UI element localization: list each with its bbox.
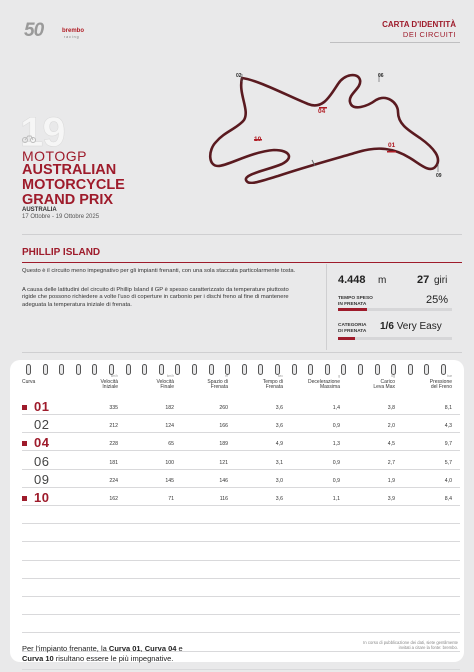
table-cell: 4,0 bbox=[444, 477, 452, 484]
curve-number: 10 bbox=[34, 490, 50, 505]
track-outline bbox=[210, 75, 438, 183]
table-cell: 145 bbox=[165, 477, 174, 484]
circuit-description-2: A causa delle latitudini del circuito di Phillip Island il GP è spesso caratterizzato da temperature piuttosto rigide che possono richiedere a volte l'uso di coperture in carbonio per i dischi freno al fine di mantenere adeguata la temperatura iniziale di frenata. bbox=[22, 287, 289, 308]
gp-title-line-3: GRAND PRIX bbox=[22, 192, 114, 208]
table-cell: 1,4 bbox=[332, 405, 340, 411]
row-divider bbox=[22, 414, 460, 415]
series-name: MOTOGP bbox=[22, 148, 87, 164]
table-cell: 9,7 bbox=[444, 441, 452, 448]
table-cell: 181 bbox=[109, 459, 118, 466]
circuit-map bbox=[198, 66, 458, 184]
page-subtitle: DEI CIRCUITI bbox=[402, 30, 456, 39]
column-header: sec Tempo di Frenata bbox=[262, 374, 283, 391]
braking-time-bar-fill bbox=[338, 308, 367, 311]
table-cell: 8,1 bbox=[444, 405, 452, 411]
column-header: kg Carico Leva Max bbox=[373, 374, 395, 391]
curve-number: 06 bbox=[34, 453, 50, 469]
table-cell: 4,3 bbox=[444, 423, 452, 430]
page-title: CARTA D'IDENTITÀ bbox=[382, 20, 456, 29]
highlight-marker bbox=[22, 405, 27, 410]
turn-marker-01 bbox=[387, 151, 396, 153]
table-cell: 212 bbox=[109, 423, 118, 430]
table-cell: 121 bbox=[219, 459, 228, 466]
map-label-09: 09 bbox=[436, 173, 442, 179]
table-cell: 0,9 bbox=[332, 459, 340, 466]
table-cell: 5,7 bbox=[444, 459, 452, 466]
table-cell: 3,0 bbox=[275, 477, 283, 484]
event-dates: 17 Ottobre - 19 Ottobre 2025 bbox=[22, 214, 100, 220]
row-divider bbox=[22, 523, 460, 524]
footer-summary: Per l'impianto frenante, la Curva 01, Curva 04 e Curva 10 risultano essere le più impegnative. bbox=[22, 644, 183, 663]
highlight-marker bbox=[22, 441, 27, 446]
info-divider bbox=[22, 352, 462, 353]
column-header: m Spazio di Frenata bbox=[207, 374, 228, 391]
highlight-marker bbox=[22, 496, 27, 501]
binder-ring bbox=[26, 364, 31, 375]
row-divider bbox=[22, 487, 460, 488]
data-card bbox=[10, 360, 464, 662]
row-divider bbox=[22, 596, 460, 597]
map-label-10: 10 bbox=[254, 136, 262, 143]
curve-number: 04 bbox=[34, 435, 50, 451]
braking-category-label: CATEGORIA DI FRENATA bbox=[338, 323, 367, 334]
brand-logo-sub: racing bbox=[64, 35, 80, 39]
map-label-04: 04 bbox=[318, 108, 326, 115]
table-cell: 2,7 bbox=[387, 459, 395, 466]
column-header: g Decelerazione Massima bbox=[308, 374, 340, 391]
table-cell: 3,8 bbox=[387, 405, 395, 411]
curve-number: 02 bbox=[34, 417, 50, 433]
circuit-description-1: Questo è il circuito meno impegnativo per gli impianti frenanti, con una sola staccata particolarmente tosta. bbox=[22, 268, 296, 274]
braking-category-bar bbox=[338, 337, 452, 340]
table-cell: 189 bbox=[219, 441, 228, 448]
curve-number: 09 bbox=[34, 471, 50, 487]
braking-category-value: 1/6 Very Easy bbox=[380, 321, 442, 332]
laps-value: 27 bbox=[417, 274, 430, 286]
gp-title-line-1: AUSTRALIAN bbox=[22, 162, 117, 178]
column-header: bar Pressione del Freno bbox=[429, 374, 452, 391]
table-cell: 228 bbox=[109, 441, 118, 448]
table-cell: 224 bbox=[109, 477, 118, 484]
table-cell: 3,9 bbox=[387, 496, 395, 502]
row-divider bbox=[22, 578, 460, 579]
table-cell: 260 bbox=[219, 405, 228, 411]
braking-time-value: 25% bbox=[426, 294, 449, 306]
table-cell: 146 bbox=[219, 477, 228, 484]
table-cell: 100 bbox=[165, 459, 174, 466]
table-cell: 162 bbox=[109, 496, 118, 502]
table-cell: 182 bbox=[165, 405, 174, 411]
column-header-curve: Curva bbox=[22, 379, 36, 385]
table-cell: 166 bbox=[219, 423, 228, 430]
section-divider bbox=[22, 234, 462, 235]
row-divider bbox=[22, 432, 460, 433]
laps-unit: giri bbox=[434, 275, 448, 286]
table-cell: 335 bbox=[109, 405, 118, 411]
table-cell: 3,6 bbox=[275, 496, 283, 502]
table-cell: 116 bbox=[219, 496, 228, 502]
table-cell: 71 bbox=[168, 496, 174, 502]
round-number: 19 bbox=[20, 108, 65, 155]
table-cell: 0,9 bbox=[332, 477, 340, 484]
table-cell: 8,4 bbox=[444, 496, 452, 502]
row-divider bbox=[22, 505, 460, 506]
country: AUSTRALIA bbox=[22, 207, 57, 213]
motorcycle-icon bbox=[22, 133, 36, 143]
row-divider bbox=[22, 669, 460, 670]
map-label-02: 02 bbox=[236, 73, 242, 79]
table-cell: 0,9 bbox=[332, 423, 340, 430]
stats-divider bbox=[326, 264, 327, 350]
map-label-01: 01 bbox=[388, 142, 396, 149]
track-length-value: 4.448 bbox=[338, 274, 366, 286]
brand-logo-number: 50 bbox=[24, 20, 44, 41]
circuit-name-underline bbox=[22, 262, 462, 263]
table-cell: 124 bbox=[165, 423, 174, 430]
row-divider bbox=[22, 614, 460, 615]
row-divider bbox=[22, 450, 460, 451]
brand-logo-name: brembo bbox=[62, 28, 85, 34]
column-header: km/h Velocità Iniziale bbox=[100, 374, 118, 391]
table-cell: 3,1 bbox=[275, 459, 283, 466]
circuit-name: PHILLIP ISLAND bbox=[22, 247, 101, 258]
table-cell: 1,1 bbox=[332, 496, 340, 502]
table-cell: 1,3 bbox=[332, 441, 340, 448]
map-label-06: 06 bbox=[378, 73, 384, 79]
braking-time-label: TEMPO SPESO IN FRENATA bbox=[338, 296, 373, 307]
table-cell: 65 bbox=[168, 441, 174, 448]
row-divider bbox=[22, 560, 460, 561]
row-divider bbox=[22, 541, 460, 542]
column-header: km/h Velocità Finale bbox=[156, 374, 174, 391]
table-cell: 2,0 bbox=[387, 423, 395, 430]
curve-number: 01 bbox=[34, 399, 50, 414]
footer-note: In corso di pubblicazione dei dati, siete gentilmente invitati a citare la fonte: brembo. bbox=[363, 640, 458, 651]
binder-ring bbox=[43, 364, 48, 375]
row-divider bbox=[22, 469, 460, 470]
table-cell: 4,5 bbox=[387, 441, 395, 448]
gp-title-line-2: MOTORCYCLE bbox=[22, 177, 125, 193]
track-length-unit: m bbox=[378, 275, 387, 286]
braking-category-segment bbox=[338, 337, 355, 340]
row-divider bbox=[22, 632, 460, 633]
table-cell: 4,9 bbox=[275, 441, 283, 448]
table-cell: 3,6 bbox=[275, 423, 283, 430]
table-cell: 3,6 bbox=[275, 405, 283, 411]
table-cell: 1,9 bbox=[387, 477, 395, 484]
header-divider bbox=[330, 42, 460, 43]
